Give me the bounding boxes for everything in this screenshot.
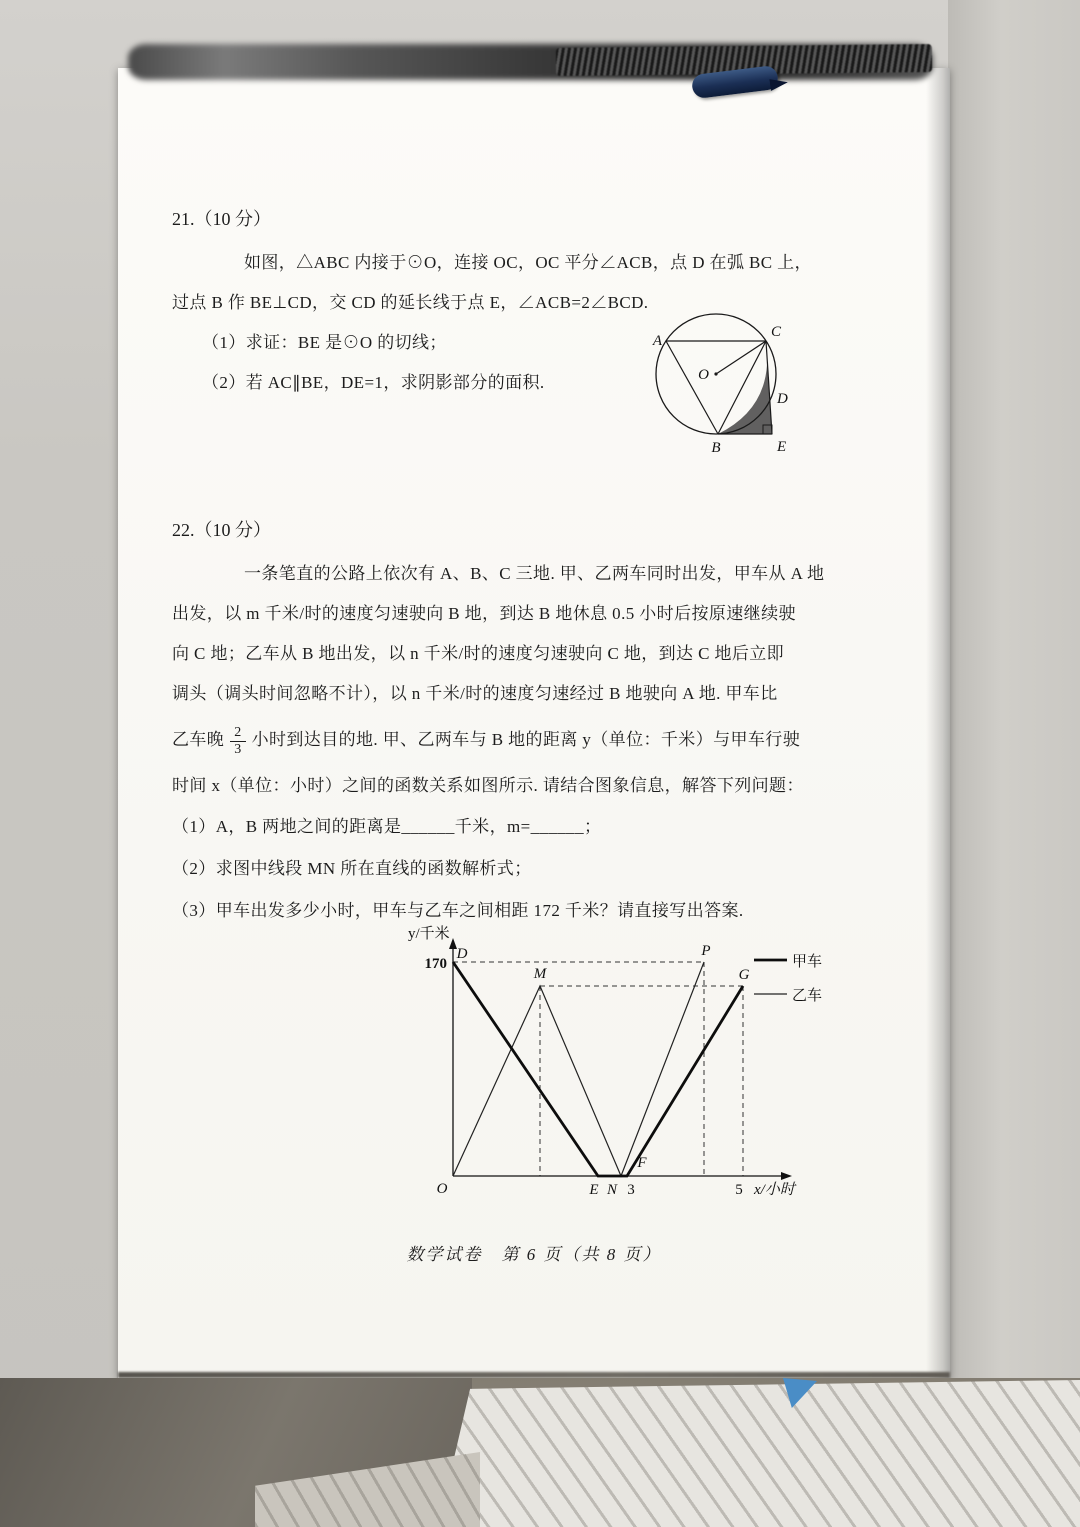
label-B: B bbox=[711, 440, 721, 456]
axes bbox=[453, 944, 786, 1176]
y-axis-label: y/千米 bbox=[408, 926, 450, 942]
point-M: M bbox=[533, 966, 547, 982]
point-N: N bbox=[606, 1182, 618, 1198]
x-tick-3: 3 bbox=[627, 1182, 635, 1198]
page-footer: 数学试卷 第 6 页（共 8 页） bbox=[406, 1245, 662, 1264]
dashed-guides bbox=[453, 962, 743, 1176]
point-E: E bbox=[589, 1182, 599, 1198]
q22-function-graph bbox=[388, 924, 858, 1209]
q22-line-3: 向 C 地；乙车从 B 地出发，以 n 千米/时的速度匀速驶向 C 地，到达 C 地后立即 bbox=[172, 644, 785, 663]
q21-line-3: （1）求证：BE 是⊙O 的切线； bbox=[202, 333, 447, 352]
label-O: O bbox=[698, 367, 709, 383]
point-O: O bbox=[436, 1181, 448, 1197]
q22-line-4: 调头（调头时间忽略不计），以 n 千米/时的速度匀速经过 B 地驶向 A 地. 甲车比 bbox=[172, 684, 778, 703]
fraction-two-thirds bbox=[230, 725, 245, 758]
point-G: G bbox=[738, 967, 750, 983]
background-table-right bbox=[948, 0, 1080, 1380]
q21-line-4: （2）若 AC∥BE，DE=1，求阴影部分的面积. bbox=[202, 373, 545, 392]
fraction-numerator: 2 bbox=[230, 725, 245, 742]
q21-number: 21.（10 分） bbox=[172, 209, 271, 229]
series-yiche-line bbox=[453, 962, 704, 1176]
q22-item-3: （3）甲车出发多少小时，甲车与乙车之间相距 172 千米？请直接写出答案. bbox=[172, 901, 744, 920]
q22-item-1: （1）A，B 两地之间的距离是______千米，m=______； bbox=[172, 817, 602, 836]
label-D: D bbox=[777, 391, 788, 407]
label-A: A bbox=[652, 333, 662, 349]
q22-line-2: 出发，以 m 千米/时的速度匀速驶向 B 地，到达 B 地休息 0.5 小时后按原速继续驶 bbox=[172, 604, 796, 623]
x-axis-label: x/小时 bbox=[754, 1182, 795, 1198]
q22-line-6: 时间 x（单位：小时）之间的函数关系如图所示. 请结合图象信息，解答下列问题： bbox=[172, 776, 804, 795]
striped-paper-stack bbox=[438, 1380, 1080, 1527]
label-E: E bbox=[777, 439, 787, 455]
legend-jiache-label: 甲车 bbox=[792, 954, 823, 970]
legend-yiche-label: 乙车 bbox=[792, 988, 823, 1004]
x-tick-5: 5 bbox=[735, 1182, 743, 1198]
q22-body bbox=[172, 554, 902, 806]
fraction-denominator: 3 bbox=[234, 741, 242, 757]
q22-item-2: （2）求图中线段 MN 所在直线的函数解析式； bbox=[172, 859, 532, 878]
q21-circle-diagram bbox=[638, 306, 818, 466]
q22-line5-pre: 乙车晚 bbox=[172, 730, 225, 749]
point-D: D bbox=[456, 946, 468, 962]
q22-number: 22.（10 分） bbox=[172, 520, 271, 540]
q21-line-1: 如图，△ABC 内接于⊙O，连接 OC，OC 平分∠ACB，点 D 在弧 BC 上， bbox=[244, 253, 812, 272]
q22-line5-post: 小时到达目的地. 甲、乙两车与 B 地的距离 y（单位：千米）与甲车行驶 bbox=[251, 730, 801, 749]
q22-line-5 bbox=[172, 714, 902, 766]
label-C: C bbox=[771, 324, 782, 340]
y-tick-170: 170 bbox=[424, 956, 447, 972]
paper-edge-shadow bbox=[926, 68, 950, 1378]
x-axis-arrow bbox=[781, 1172, 792, 1180]
q22-line-1: 一条笔直的公路上依次有 A、B、C 三地. 甲、乙两车同时出发，甲车从 A 地 bbox=[244, 564, 825, 583]
q22-items bbox=[172, 806, 902, 932]
q21-line-2: 过点 B 作 BE⊥CD，交 CD 的延长线于点 E，∠ACB=2∠BCD. bbox=[172, 293, 649, 312]
point-P: P bbox=[701, 943, 711, 959]
series-jiache-line bbox=[453, 962, 743, 1176]
point-F: F bbox=[637, 1155, 647, 1171]
